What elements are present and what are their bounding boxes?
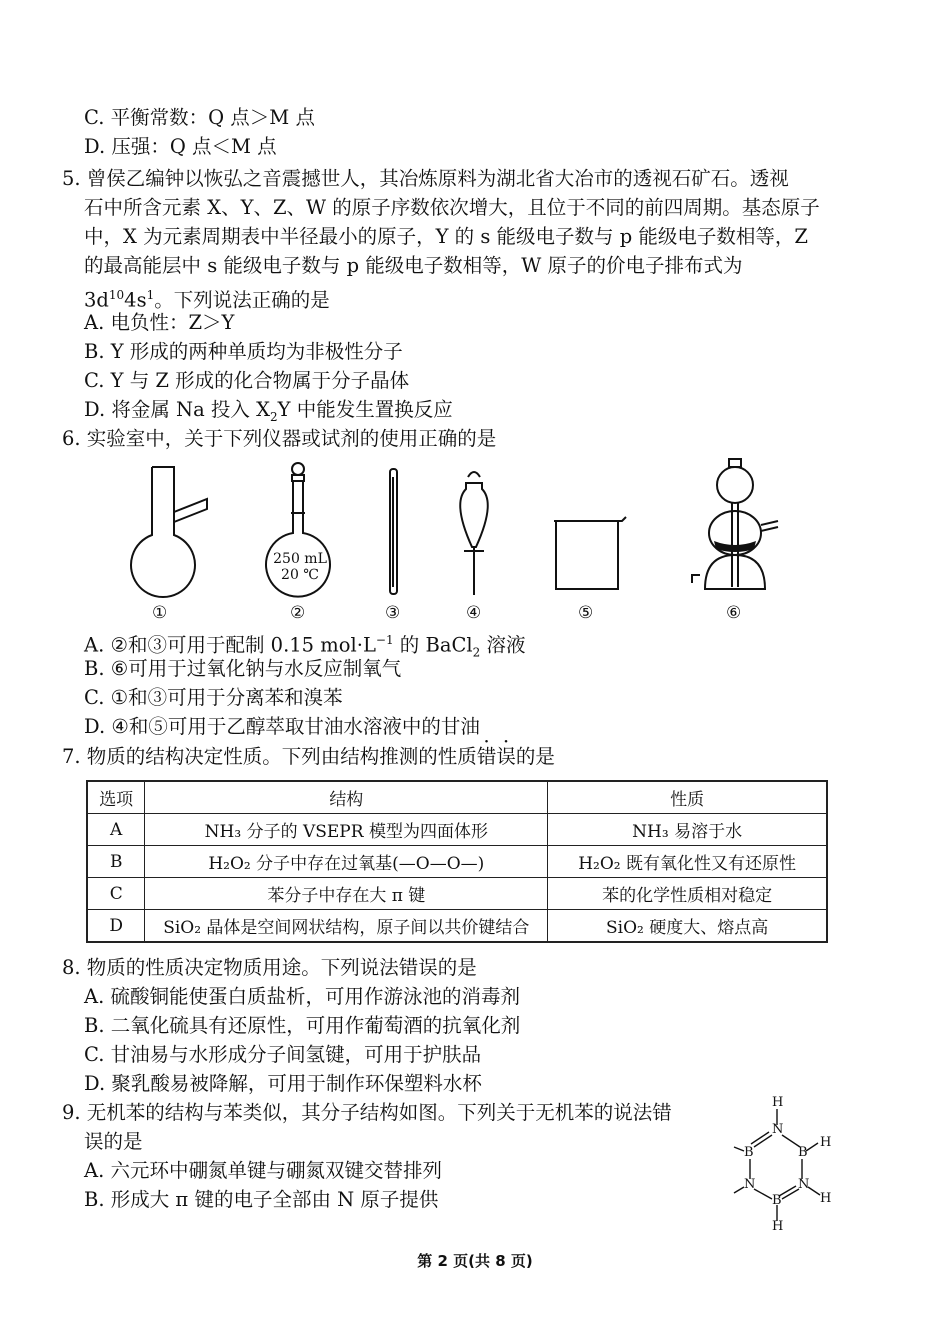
- q4-option-d: D. 压强：Q 点＜M 点: [84, 135, 277, 158]
- q7-table: [86, 780, 828, 943]
- atom-b-left-top: B: [744, 1145, 754, 1160]
- q8-option-c: C. 甘油易与水形成分子间氢键，可用于护肤品: [84, 1043, 482, 1066]
- q6-option-d: D. ④和⑤可用于乙醇萃取甘油水溶液中的甘油: [84, 715, 480, 738]
- q5-config-3d: 3d: [84, 288, 109, 312]
- q5-stem-line-4: 的最高能层中 s 能级电子数与 p 能级电子数相等，W 原子的价电子排布式为: [84, 254, 743, 277]
- q6-stem: 6. 实验室中，关于下列仪器或试剂的使用正确的是: [62, 427, 497, 450]
- q9-stem-line-1: 9. 无机苯的结构与苯类似，其分子结构如图。下列关于无机苯的说法错: [62, 1101, 672, 1124]
- q5-stem-end: 。下列说法正确的是: [154, 288, 330, 312]
- q5-option-d-sub: 2: [270, 409, 278, 424]
- table-row: [87, 910, 827, 943]
- table-cell-property: NH₃ 易溶于水: [548, 814, 827, 846]
- thermometer-icon: [390, 469, 397, 594]
- borazine-bonds: [720, 1095, 845, 1235]
- table-header: 选项: [87, 781, 145, 814]
- atom-h-right-bottom: H: [820, 1191, 832, 1206]
- q5-stem-line-2: 石中所含元素 X、Y、Z、W 的原子序数依次增大，且位于不同的前四周期。基态原子: [84, 196, 820, 219]
- flask-temperature: 20 ℃: [281, 567, 319, 583]
- flask-label: [270, 551, 330, 583]
- q4-option-c: C. 平衡常数：Q 点＞M 点: [84, 106, 315, 129]
- table-cell-option: C: [87, 878, 145, 910]
- table-cell-structure: 苯分子中存在大 π 键: [145, 878, 548, 910]
- apparatus-drawing: [110, 455, 830, 625]
- atom-b-bottom: B: [772, 1193, 782, 1208]
- q6-option-a-sub: 2: [472, 645, 481, 660]
- q8-option-a: A. 硫酸铜能使蛋白质盐析，可用作游泳池的消毒剂: [84, 985, 520, 1008]
- table-header: 性质: [548, 781, 827, 814]
- q8-stem: 8. 物质的性质决定物质用途。下列说法错误的是: [62, 956, 477, 979]
- atom-h-right-top: H: [820, 1135, 832, 1150]
- q5-option-c: C. Y 与 Z 形成的化合物属于分子晶体: [84, 369, 410, 392]
- flask-volume: 250 mL: [273, 551, 327, 567]
- apparatus-label-6: ⑥: [726, 603, 742, 623]
- q5-option-d-post: Y 中能发生置换反应: [277, 398, 453, 421]
- q9-option-a: A. 六元环中硼氮单键与硼氮双键交替排列: [84, 1159, 442, 1182]
- kipp-generator-icon: [692, 459, 778, 589]
- table-cell-structure: SiO₂ 晶体是空间网状结构，原子间以共价键结合: [145, 910, 548, 943]
- separatory-funnel-icon: [460, 472, 488, 595]
- q5-option-d-pre: D. 将金属 Na 投入 X: [84, 398, 271, 421]
- q6-option-a-pre: A. ②和③可用于配制 0.15 mol·L: [84, 633, 376, 657]
- q6-apparatus-figure: [110, 455, 830, 625]
- q7-stem-post: 的是: [515, 745, 555, 768]
- table-cell-structure: NH₃ 分子的 VSEPR 模型为四面体形: [145, 814, 548, 846]
- apparatus-label-3: ③: [385, 603, 401, 623]
- q5-option-a: A. 电负性：Z＞Y: [84, 311, 235, 334]
- table-cell-option: B: [87, 846, 145, 878]
- atom-b-right-top: B: [798, 1145, 808, 1160]
- table-row: [87, 878, 827, 910]
- q5-config-4s: 4s: [124, 288, 147, 312]
- q7-stem-pre: 7. 物质的结构决定性质。下列由结构推测的性质: [62, 745, 477, 768]
- apparatus-label-2: ②: [290, 603, 306, 623]
- table-cell-option: D: [87, 910, 145, 943]
- atom-n-left-bottom: N: [744, 1177, 756, 1192]
- q9-option-b: B. 形成大 π 键的电子全部由 N 原子提供: [84, 1188, 439, 1211]
- q7-stem: [62, 743, 555, 771]
- apparatus-label-1: ①: [152, 603, 168, 623]
- q8-option-b: B. 二氧化硫具有还原性，可用作葡萄酒的抗氧化剂: [84, 1014, 521, 1037]
- atom-n-top: N: [772, 1122, 784, 1137]
- atom-h-top: H: [772, 1095, 784, 1110]
- table-row: [87, 846, 827, 878]
- q6-option-c: C. ①和③可用于分离苯和溴苯: [84, 686, 343, 709]
- q6-option-a-mid: 的 BaCl: [393, 633, 473, 657]
- table-cell-structure: H₂O₂ 分子中存在过氧基(—O—O—): [145, 846, 548, 878]
- apparatus-label-4: ④: [466, 603, 482, 623]
- q7-emphasis-2: 误: [496, 745, 516, 768]
- q9-stem-line-2: 误的是: [84, 1130, 143, 1153]
- apparatus-label-5: ⑤: [578, 603, 594, 623]
- q5-config-sup-1: 1: [146, 288, 155, 302]
- q5-option-b: B. Y 形成的两种单质均为非极性分子: [84, 340, 403, 363]
- table-header: 结构: [145, 781, 548, 814]
- table-cell-property: 苯的化学性质相对稳定: [548, 878, 827, 910]
- atom-h-bottom: H: [772, 1219, 784, 1234]
- q6-option-a-post: 溶液: [480, 633, 526, 657]
- table-header-row: [87, 781, 827, 814]
- distillation-flask-icon: [131, 467, 207, 597]
- page-footer: 第 2 页(共 8 页): [417, 1252, 533, 1270]
- q6-option-a-sup: −1: [375, 633, 394, 647]
- q8-option-d: D. 聚乳酸易被降解，可用于制作环保塑料水杯: [84, 1072, 482, 1095]
- atom-n-right-bottom: N: [798, 1177, 810, 1192]
- table-cell-property: H₂O₂ 既有氧化性又有还原性: [548, 846, 827, 878]
- table-cell-property: SiO₂ 硬度大、熔点高: [548, 910, 827, 943]
- table-cell-option: A: [87, 814, 145, 846]
- q7-emphasis-1: 错: [476, 745, 497, 768]
- q5-stem-line-3: 中，X 为元素周期表中半径最小的原子，Y 的 s 能级电子数与 p 能级电子数相等，Z: [84, 225, 808, 248]
- table-row: [87, 814, 827, 846]
- beaker-icon: [554, 517, 626, 589]
- borazine-structure: [720, 1095, 845, 1235]
- q5-config-sup-10: 10: [108, 288, 125, 302]
- q5-stem-line-1: 5. 曾侯乙编钟以恢弘之音震撼世人，其冶炼原料为湖北省大冶市的透视石矿石。透视: [62, 167, 789, 190]
- q6-option-b: B. ⑥可用于过氧化钠与水反应制氧气: [84, 657, 402, 680]
